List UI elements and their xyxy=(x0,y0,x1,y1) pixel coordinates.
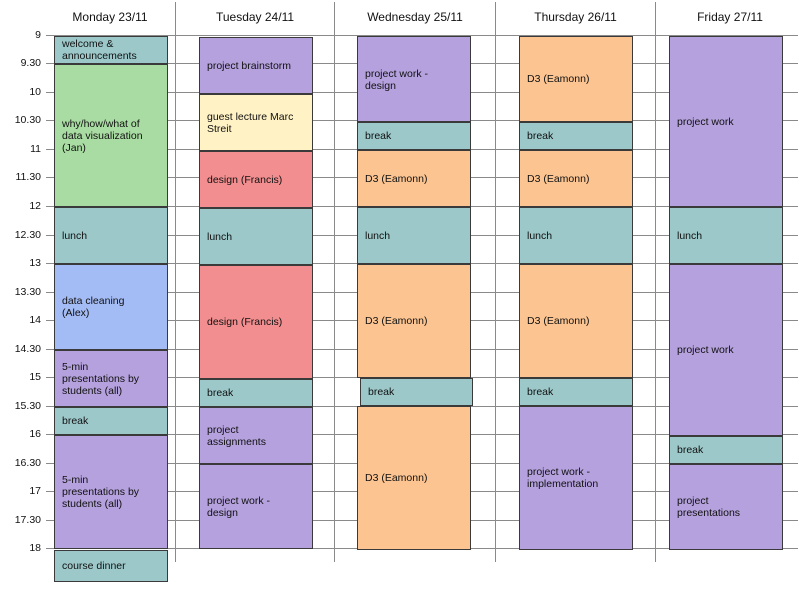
time-label: 15 xyxy=(29,371,41,383)
time-label: 15.30 xyxy=(14,400,41,412)
event-lunch[interactable]: lunch xyxy=(199,208,313,265)
column-separator xyxy=(655,2,656,562)
event-lunch[interactable]: lunch xyxy=(519,207,633,264)
event-project-work-implementation[interactable]: project work - implementation xyxy=(519,406,633,550)
time-label: 17 xyxy=(29,485,41,497)
event-design[interactable]: design (Francis) xyxy=(199,151,313,208)
event-course-dinner[interactable]: course dinner xyxy=(54,550,168,582)
event-project-presentations[interactable]: project presentations xyxy=(669,464,783,550)
event-project-work[interactable]: project work xyxy=(669,264,783,436)
event-d3[interactable]: D3 (Eamonn) xyxy=(519,36,633,122)
day-header-monday: Monday 23/11 xyxy=(72,10,148,24)
time-label: 16.30 xyxy=(14,457,41,469)
event-welcome[interactable]: welcome & announcements xyxy=(54,36,168,64)
event-project-assignments[interactable]: project assignments xyxy=(199,407,313,464)
event-project-work-design[interactable]: project work - design xyxy=(199,464,313,549)
event-data-visualization-lecture[interactable]: why/how/what of data visualization (Jan) xyxy=(54,64,168,207)
time-label: 12.30 xyxy=(14,229,41,241)
event-lunch[interactable]: lunch xyxy=(669,207,783,264)
event-d3[interactable]: D3 (Eamonn) xyxy=(357,406,471,550)
event-lunch[interactable]: lunch xyxy=(54,207,168,264)
column-separator xyxy=(175,2,176,562)
time-label: 14 xyxy=(29,314,41,326)
event-project-work-design[interactable]: project work - design xyxy=(357,36,471,122)
event-break[interactable]: break xyxy=(54,407,168,435)
event-project-brainstorm[interactable]: project brainstorm xyxy=(199,37,313,94)
time-label: 11 xyxy=(30,143,41,155)
time-label: 9 xyxy=(35,29,41,41)
event-break[interactable]: break xyxy=(669,436,783,464)
event-lunch[interactable]: lunch xyxy=(357,207,471,264)
column-separator xyxy=(495,2,496,562)
time-label: 10.30 xyxy=(14,114,41,126)
event-student-presentations[interactable]: 5-min presentations by students (all) xyxy=(54,350,168,407)
event-break[interactable]: break xyxy=(199,379,313,407)
event-d3[interactable]: D3 (Eamonn) xyxy=(357,150,471,207)
day-header-wednesday: Wednesday 25/11 xyxy=(367,10,463,24)
event-design[interactable]: design (Francis) xyxy=(199,265,313,379)
time-label: 13 xyxy=(29,257,41,269)
time-label: 17.30 xyxy=(14,514,41,526)
event-break[interactable]: break xyxy=(360,378,473,406)
event-guest-lecture[interactable]: guest lecture Marc Streit xyxy=(199,94,313,151)
column-separator xyxy=(334,2,335,562)
time-label: 12 xyxy=(29,200,41,212)
time-label: 14.30 xyxy=(14,343,41,355)
day-header-friday: Friday 27/11 xyxy=(697,10,763,24)
day-header-thursday: Thursday 26/11 xyxy=(534,10,617,24)
time-label: 9.30 xyxy=(20,57,41,69)
day-header-tuesday: Tuesday 24/11 xyxy=(215,10,295,24)
event-d3[interactable]: D3 (Eamonn) xyxy=(519,264,633,378)
event-break[interactable]: break xyxy=(519,122,633,150)
time-label: 18 xyxy=(29,542,41,554)
event-d3[interactable]: D3 (Eamonn) xyxy=(357,264,471,378)
time-label: 10 xyxy=(29,86,41,98)
event-break[interactable]: break xyxy=(519,378,633,406)
event-break[interactable]: break xyxy=(357,122,471,150)
time-label: 13.30 xyxy=(14,286,41,298)
time-label: 11.30 xyxy=(15,171,41,183)
event-data-cleaning[interactable]: data cleaning (Alex) xyxy=(54,264,168,350)
event-student-presentations[interactable]: 5-min presentations by students (all) xyxy=(54,435,168,549)
time-label: 16 xyxy=(29,428,41,440)
event-project-work[interactable]: project work xyxy=(669,36,783,207)
event-d3[interactable]: D3 (Eamonn) xyxy=(519,150,633,207)
